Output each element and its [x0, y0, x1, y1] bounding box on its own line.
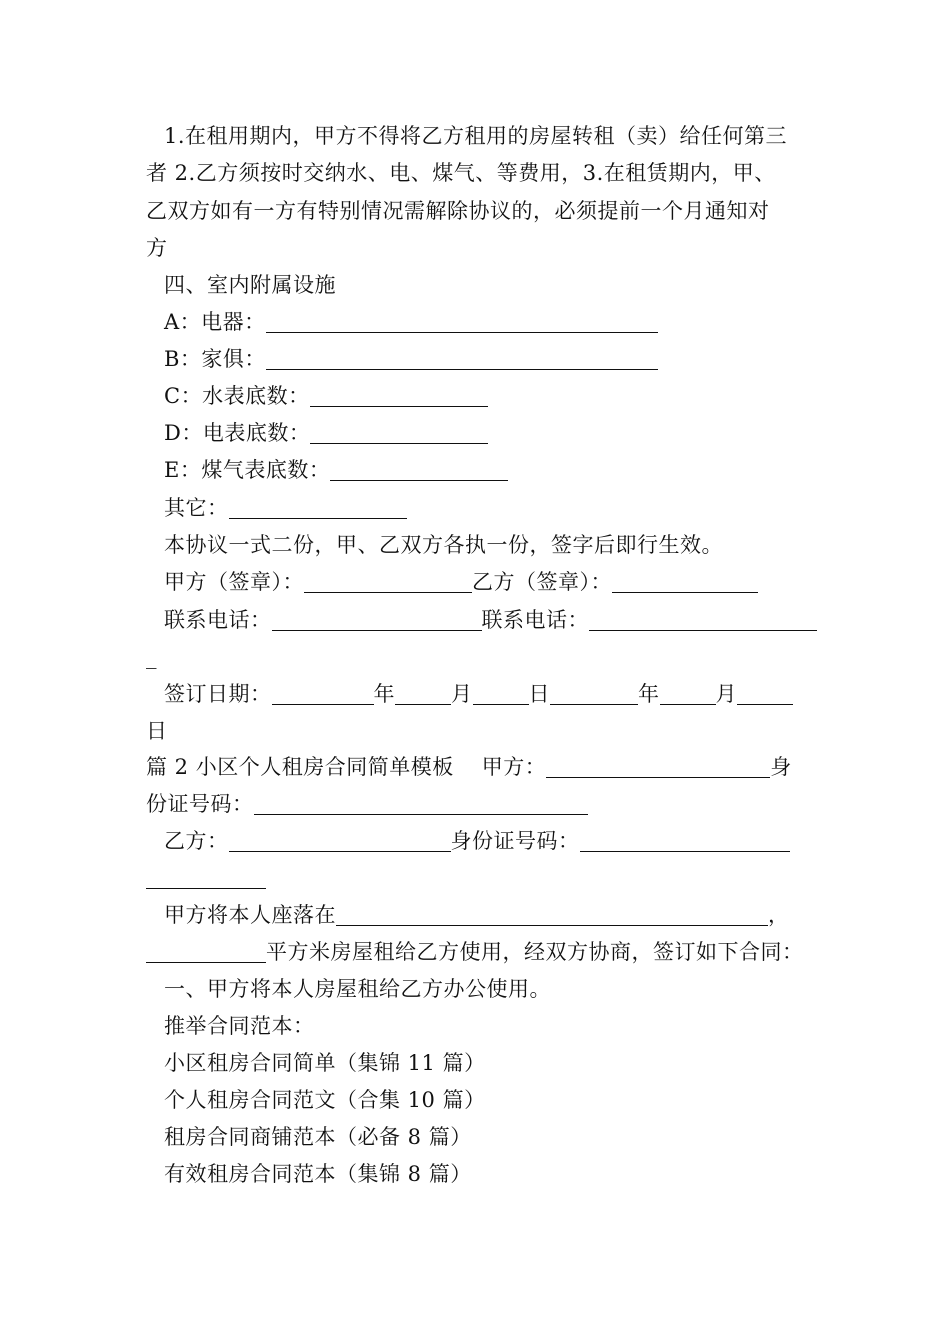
blank-line: [330, 458, 508, 481]
signature-row: [164, 564, 834, 601]
field-label: A：电器：: [164, 310, 266, 334]
blank-line: [580, 829, 790, 852]
sign-date-row: [164, 676, 834, 713]
field-label: 其它：: [164, 496, 229, 520]
blank-line: [612, 570, 758, 593]
copies-statement: 本协议一式二份，甲、乙双方各执一份，签字后即行生效。: [164, 533, 723, 557]
sign-date-label: 签订日期：: [164, 682, 272, 706]
phone-a-label: 联系电话：: [164, 608, 272, 632]
year-label: 年: [373, 682, 395, 706]
month-label: 月: [451, 682, 473, 706]
blank-line: [146, 940, 266, 963]
recommend-heading: 推举合同范本：: [164, 1014, 315, 1038]
blank-line: [550, 682, 638, 705]
party-b-sign-label: 乙方（签章）：: [472, 570, 612, 594]
field-other: [164, 490, 834, 527]
blank-line: [266, 347, 658, 370]
blank-line: [266, 310, 658, 333]
blank-line: [229, 496, 407, 519]
section-heading: 四、室内附属设施: [164, 273, 336, 297]
blank-line: [304, 570, 472, 593]
wrap-line: 日: [146, 719, 168, 743]
recommend-link[interactable]: 有效租房合同范本（集锦 8 篇）: [164, 1162, 472, 1186]
article-title: 篇 2 小区个人租房合同简单模板: [146, 755, 454, 779]
recommend-link[interactable]: 个人租房合同范文（合集 10 篇）: [164, 1088, 486, 1112]
party-b-label: 乙方：: [164, 829, 229, 853]
location-suffix: 平方米房屋租给乙方使用，经双方协商，签订如下合同：: [266, 940, 804, 964]
month-label: 月: [715, 682, 737, 706]
blank-line: [310, 421, 488, 444]
field-furniture: [164, 341, 834, 378]
field-appliances: [164, 304, 834, 341]
blank-line: [229, 829, 451, 852]
blank-line: [336, 903, 768, 926]
field-label: B：家俱：: [164, 347, 266, 371]
id-label: 身份证号码：: [450, 829, 580, 853]
field-electric-meter: [164, 415, 834, 452]
blank-line: [254, 792, 588, 815]
recommend-link[interactable]: 租房合同商铺范本（必备 8 篇）: [164, 1125, 472, 1149]
blank-line: [146, 866, 266, 889]
blank-line: [395, 682, 451, 705]
paragraph-line: 方: [146, 236, 168, 260]
clause-1: 一、甲方将本人房屋租给乙方办公使用。: [164, 977, 551, 1001]
wrap-line: [146, 860, 816, 897]
field-label: D：电表底数：: [164, 421, 311, 445]
paragraph-line: 1.在租用期内，甲方不得将乙方租用的房屋转租（卖）给任何第三: [164, 124, 788, 148]
blank-line: [272, 682, 374, 705]
location-prefix: 甲方将本人座落在: [164, 903, 336, 927]
blank-line: [473, 682, 529, 705]
blank-line: [737, 682, 793, 705]
article-2-header: [146, 749, 816, 786]
party-b-row: [164, 823, 834, 860]
blank-line: [546, 755, 770, 778]
field-label: E：煤气表底数：: [164, 458, 331, 482]
day-label: 日: [528, 682, 550, 706]
field-gas-meter: [164, 452, 834, 489]
wrap-line: _: [146, 645, 157, 669]
field-water-meter: [164, 378, 834, 415]
id-a-row: [146, 786, 816, 823]
blank-line: [589, 608, 817, 631]
recommend-link[interactable]: 小区租房合同简单（集锦 11 篇）: [164, 1051, 486, 1075]
party-a-suffix: 身: [770, 755, 792, 779]
party-a-label: 甲方：: [481, 755, 547, 779]
blank-line: [660, 682, 716, 705]
paragraph-line: 乙双方如有一方有特别情况需解除协议的，必须提前一个月通知对: [146, 199, 770, 223]
location-comma: ，: [768, 903, 790, 927]
phone-row: [164, 602, 834, 639]
year-label: 年: [638, 682, 660, 706]
blank-line: [310, 384, 488, 407]
party-a-sign-label: 甲方（签章）：: [164, 570, 304, 594]
id-label: 份证号码：: [146, 792, 254, 816]
field-label: C：水表底数：: [164, 384, 310, 408]
location-row-2: [146, 934, 816, 971]
paragraph-line: 者 2.乙方须按时交纳水、电、煤气、等费用，3.在租赁期内，甲、: [146, 161, 776, 185]
phone-b-label: 联系电话：: [481, 608, 589, 632]
location-row: [164, 897, 834, 934]
blank-line: [272, 608, 482, 631]
